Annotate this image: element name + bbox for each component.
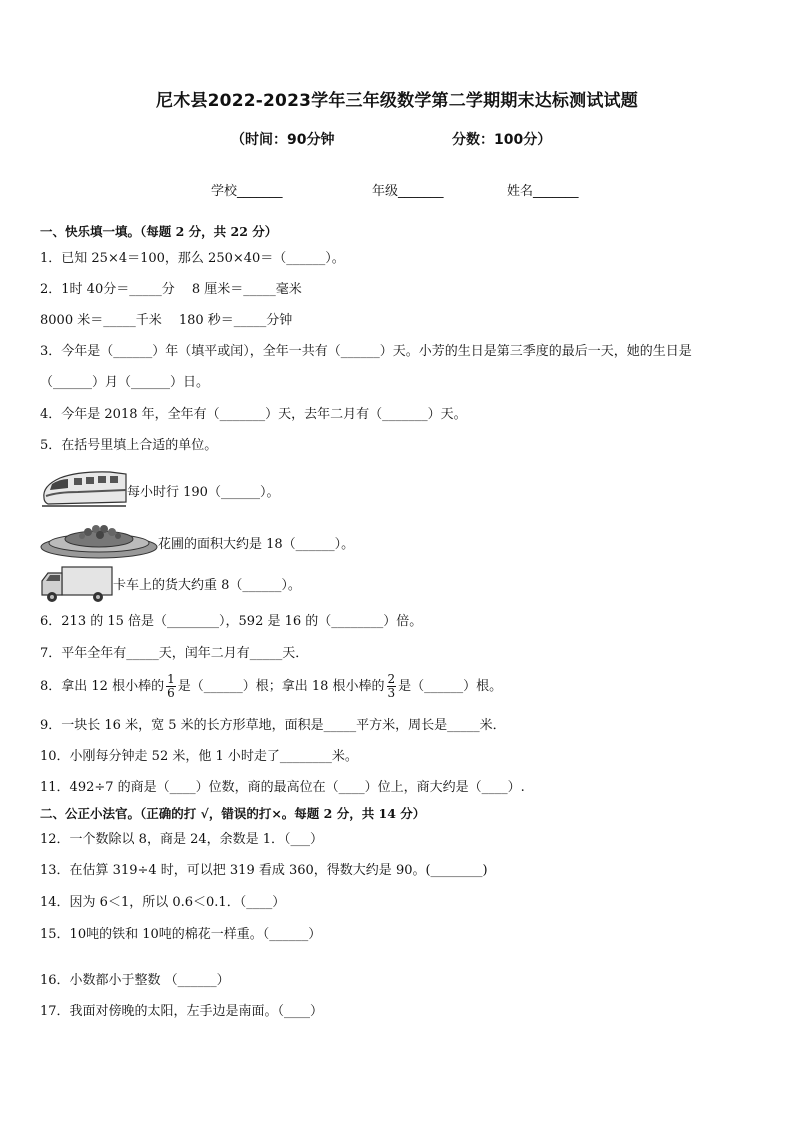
page-title: 尼木县2022-2023学年三年级数学第二学期期末达标测试试题 (156, 91, 638, 111)
section-1-heading: 一、快乐填一填。（每题 2 分，共 22 分） (40, 224, 278, 239)
question-4: 4．今年是 2018 年，全年有（_______）天，去年二月有（_______）天。 (40, 407, 467, 422)
question-5-item-a: 每小时行 190（______）。 (127, 485, 280, 500)
truck-icon (38, 565, 114, 605)
fraction-denominator: 6 (167, 686, 175, 700)
fraction-one-sixth (166, 673, 176, 700)
question-3-line-1: 3．今年是（______）年（填平或闰），全年一共有（______）天。小芳的生日是第三季度的最后一天，她的生日是 (40, 344, 692, 359)
question-12: 12．一个数除以 8，商是 24，余数是 1．（___） (40, 832, 324, 847)
fraction-two-thirds (387, 673, 397, 700)
question-1: 1．已知 25×4＝100，那么 250×40＝（______）。 (40, 251, 345, 266)
question-9: 9．一块长 16 米，宽 5 米的长方形草地，面积是_____平方米，周长是_____米． (40, 718, 506, 733)
question-3-line-2: （______）月（______）日。 (40, 375, 210, 390)
exam-score: 分数：100分） (452, 132, 552, 148)
question-5-item-b: 花圃的面积大约是 18（______）。 (158, 537, 355, 552)
question-14: 14．因为 6＜1，所以 0.6＜0.1．（____） (40, 895, 286, 910)
question-17: 17．我面对傍晚的太阳，左手边是南面。（____） (40, 1004, 324, 1019)
fraction-denominator: 3 (387, 686, 396, 700)
exam-time: （时间：90分钟 (231, 132, 335, 148)
question-10: 10．小刚每分钟走 52 米，他 1 小时走了________米。 (40, 749, 358, 764)
question-11: 11．492÷7 的商是（____）位数，商的最高位在（____）位上，商大约是（____）. (40, 780, 525, 795)
question-2-line-1: 2．1时 40分＝_____分 8 厘米＝_____毫米 (40, 282, 302, 297)
train-icon (38, 468, 128, 512)
section-2-heading: 二、公正小法官。（正确的打 √，错误的打×。每题 2 分，共 14 分） (40, 806, 426, 821)
question-15: 15．10吨的铁和 10吨的棉花一样重。（______） (40, 927, 322, 942)
question-8-part-1: 8．拿出 12 根小棒的 (40, 679, 165, 694)
fraction-numerator: 2 (387, 672, 396, 686)
flowerbed-icon (38, 517, 160, 561)
school-field[interactable]: 学校_______ (211, 184, 283, 199)
question-7: 7．平年全年有_____天，闰年二月有_____天． (40, 646, 309, 661)
name-field[interactable]: 姓名_______ (507, 184, 579, 199)
question-8 (40, 672, 502, 702)
question-16: 16．小数都小于整数 （______） (40, 973, 230, 988)
question-5: 5．在括号里填上合适的单位。 (40, 438, 218, 453)
question-8-part-2: 是（______）根；拿出 18 根小棒的 (177, 679, 385, 694)
question-13: 13．在估算 319÷4 时，可以把 319 看成 360，得数大约是 90。(________) (40, 863, 488, 878)
question-6: 6．213 的 15 倍是（________），592 是 16 的（________）倍。 (40, 614, 423, 629)
grade-field[interactable]: 年级_______ (372, 184, 444, 199)
question-5-item-c: 卡车上的货大约重 8（______）。 (113, 578, 301, 593)
fraction-numerator: 1 (167, 672, 175, 686)
question-8-part-3: 是（______）根。 (398, 679, 503, 694)
question-2-line-2: 8000 米＝_____千米 180 秒＝_____分钟 (40, 313, 293, 328)
